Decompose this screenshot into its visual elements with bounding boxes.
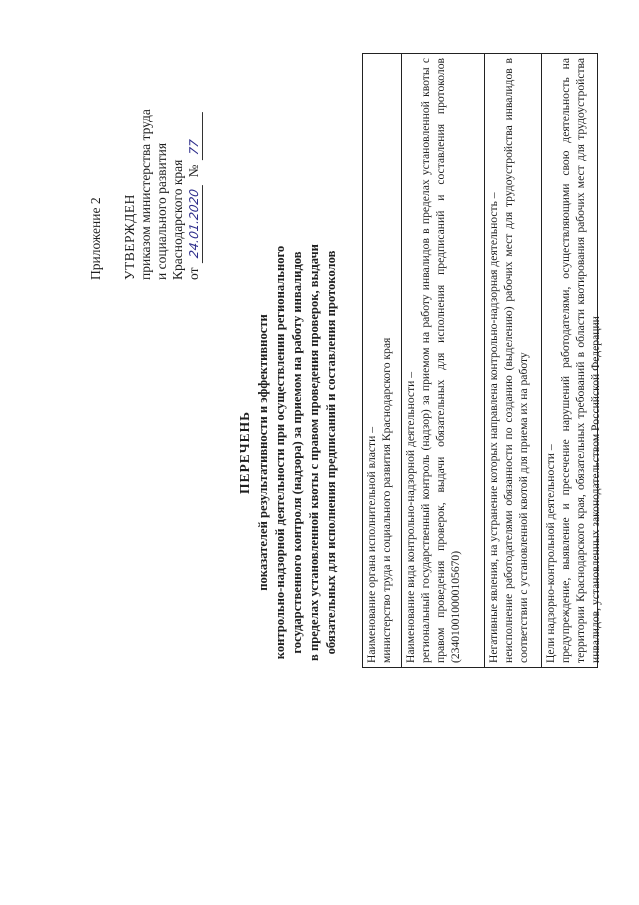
row-label: Наименование вида контрольно-надзорной деятельности –	[404, 371, 417, 663]
row-value: предупреждение, выявление и пресечение нарушений работодателями, осуществляющими свою деятельность на территории Краснодарского края, обязательных требований в области квотирования рабочих мест для трудоустройства инвалидов, установленных законодательством Российской Федерации	[559, 58, 602, 663]
row-value: министерство труда и социального развития Краснодарского края	[380, 337, 393, 663]
table-row	[542, 54, 602, 667]
approved-line: Краснодарского края	[170, 159, 185, 280]
approved-line: приказом министерства труда	[138, 109, 153, 280]
row-value: неисполнение работодателями обязанности по созданию (выделению) рабочих мест для трудоустройства инвалидов в соответствии с установленной квотой для приема их на работу	[502, 58, 530, 663]
heading-line: обязательных для исполнения предписаний и составления протоколов	[324, 250, 338, 655]
approved-line: и социального развития	[154, 142, 169, 280]
order-date: 24.01.2020	[186, 182, 203, 262]
row-value: региональный государственный контроль (надзор) за приемом на работу инвалидов в пределах установленной квоты с правом проведения проверок, выдачи обязательных для исполнения предписаний и составления протоколов (234010010000105670)	[419, 58, 462, 663]
table-row	[363, 54, 402, 667]
info-table	[362, 53, 602, 668]
table-row	[485, 54, 542, 667]
approval-block	[122, 109, 203, 280]
approved-title: УТВЕРЖДЕН	[122, 194, 137, 280]
order-date-number	[186, 109, 203, 280]
heading-line: контрольно-надзорной деятельности при осуществлении регионального	[273, 245, 287, 660]
date-prefix: от	[186, 267, 201, 280]
heading-title: ПЕРЕЧЕНЬ	[237, 410, 252, 495]
row-label: Наименование органа исполнительной власти –	[365, 426, 378, 663]
heading-line: в пределах установленной квоты с правом проведения проверок, выдачи	[307, 244, 321, 661]
number-prefix: №	[186, 164, 201, 178]
row-label: Негативные явления, на устранение которых направлена контрольно-надзорная деятельность –	[487, 192, 500, 663]
order-number: 77	[186, 109, 203, 159]
heading-line: государственного контроля (надзора) за приемом на работу инвалидов	[290, 251, 304, 654]
table-row	[402, 54, 485, 667]
row-label: Цели надзорно-контрольной деятельности –	[544, 444, 557, 663]
appendix-label: Приложение 2	[88, 197, 103, 280]
document-heading	[236, 0, 340, 905]
heading-line: показателей результативности и эффективности	[256, 314, 270, 591]
